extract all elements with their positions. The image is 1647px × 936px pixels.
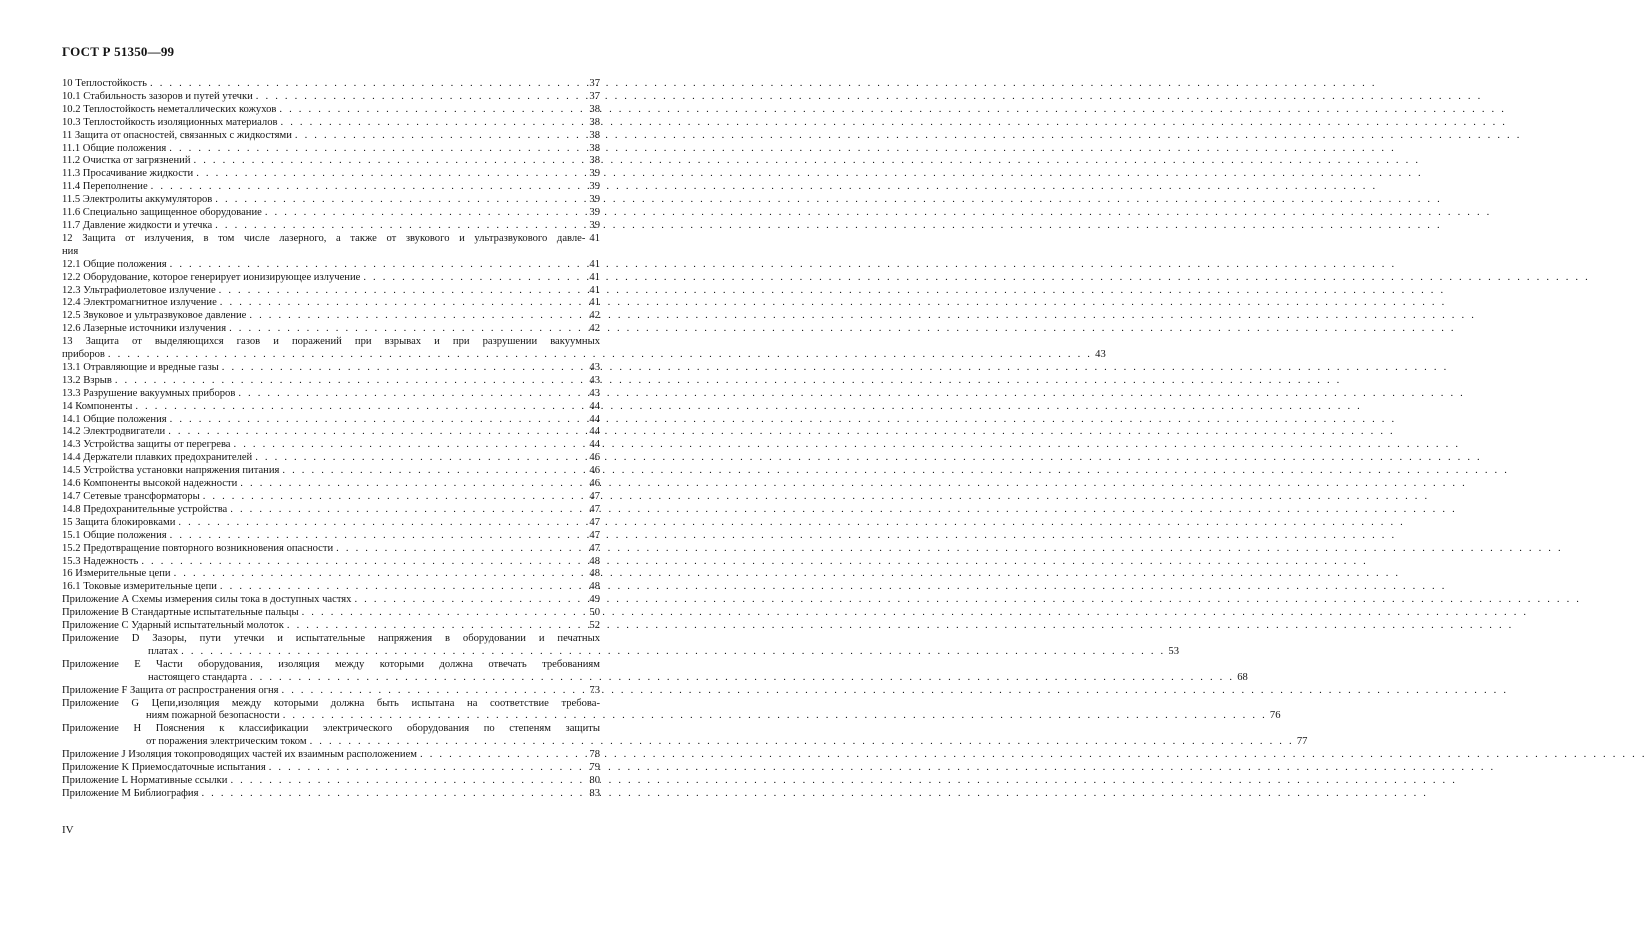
toc-page-number: 53 [1168, 645, 1179, 657]
toc-page-number: 43 [589, 374, 600, 386]
toc-entry [62, 272, 600, 285]
toc-page-number: 43 [1095, 349, 1106, 361]
toc-entry [62, 439, 600, 452]
toc-entry [62, 220, 600, 233]
toc-page-number: 37 [589, 90, 600, 102]
toc-leader-dots [281, 117, 586, 130]
toc-page-number: 47 [589, 503, 600, 515]
toc-entry [62, 530, 600, 543]
toc-page-number: 76 [1269, 710, 1281, 722]
toc-leader-dots [234, 439, 585, 452]
document-header [62, 44, 174, 60]
toc-entry [62, 104, 600, 117]
toc-entry-label: 11 Защита от опасностей, связанных с жидкостями [62, 129, 292, 141]
toc-entry-label: 12.2 Оборудование, которое генерирует ионизирующее излучение [62, 271, 361, 283]
toc-entry-label: 12.6 Лазерные источники излучения [62, 323, 227, 335]
toc-entry-label: 14.8 Предохранительные устройства [62, 503, 228, 515]
toc-entry-label: 11.2 Очистка от загрязнений [62, 155, 191, 167]
toc-leader-dots [240, 478, 585, 491]
toc-entry [62, 620, 600, 633]
toc-leader-dots [141, 556, 585, 569]
toc-entry [62, 775, 600, 788]
toc-entry-label: 14.7 Сетевые трансформаторы [62, 491, 200, 502]
toc-leader-dots [336, 543, 585, 556]
toc-entry [62, 581, 600, 594]
page-footer [62, 824, 74, 836]
toc-leader-dots [249, 310, 585, 323]
toc-leader-dots [282, 685, 585, 698]
toc-entry-label: Приложение В Стандартные испытательные пальцы [62, 607, 299, 619]
toc-leader-dots [170, 530, 585, 543]
toc-leader-dots [220, 297, 585, 310]
toc-entry-label: 12.1 Общие положения [62, 258, 167, 270]
toc-page-number: 47 [589, 516, 600, 528]
toc-entry-label: Приложение F Защита от распространения огня [62, 684, 279, 696]
toc-leader-dots [256, 91, 585, 104]
toc-page-number: 46 [589, 465, 600, 477]
toc-leader-dots [168, 426, 585, 439]
toc-page-number: 44 [589, 439, 600, 451]
toc-entry [62, 194, 600, 207]
toc-entry-label: 11.5 Электролиты аккумуляторов [62, 194, 213, 206]
toc-leader-dots [250, 672, 1234, 685]
table-of-contents [62, 78, 1308, 801]
toc-entry-label: 11.7 Давление жидкости и утечка [62, 219, 213, 231]
toc-entry [62, 375, 600, 388]
toc-leader-dots [269, 762, 585, 775]
toc-leader-dots [170, 259, 585, 272]
toc-entry-label: 15 Защита блокировками [62, 516, 176, 528]
toc-entry-label: Приложение М Библиография [62, 787, 199, 799]
toc-entry [62, 285, 600, 298]
toc-leader-dots [108, 349, 1092, 362]
toc-leader-dots [230, 504, 585, 517]
toc-entry [62, 78, 600, 91]
toc-leader-dots [150, 78, 585, 91]
toc-entry [62, 478, 600, 491]
toc-page-number: 73 [589, 684, 600, 696]
toc-page-number: 38 [589, 129, 600, 141]
toc-page-number: 39 [589, 207, 600, 219]
toc-page-number: 77 [1296, 736, 1308, 748]
toc-entry-13-line1: 13 Защита от выделяющихся газов и поражений при взрывах и при разрушении вакуумных [62, 336, 600, 348]
toc-page-number: 43 [589, 387, 600, 399]
toc-appendix-g-line2: ниям пожарной безопасности [146, 710, 280, 722]
standard-title: ГОСТ Р 51350—99 [62, 44, 175, 59]
toc-entry [62, 568, 600, 581]
toc-page-number: 50 [589, 607, 600, 619]
toc-entry-label: Приложение А Схемы измерения силы тока в доступных частях [62, 594, 352, 606]
toc-appendix-f [62, 685, 600, 698]
toc-entry [62, 310, 600, 323]
toc-page-number: 79 [589, 762, 600, 774]
toc-page-number: 39 [589, 219, 600, 231]
toc-entry [62, 401, 600, 414]
toc-group-3 [62, 362, 600, 633]
toc-page-number: 38 [589, 155, 600, 167]
toc-entry-label: 13.3 Разрушение вакуумных приборов [62, 387, 236, 399]
toc-entry [62, 543, 600, 556]
toc-entry-label: Приложение J Изоляция токопроводящих частей их взаимным расположением [62, 749, 418, 761]
toc-entry [62, 181, 600, 194]
toc-page-number: 48 [589, 555, 600, 567]
toc-leader-dots [310, 736, 1294, 749]
toc-entry-13-line2: приборов [62, 349, 105, 361]
toc-leader-dots [282, 465, 585, 478]
toc-entry-label: 11.4 Переполнение [62, 181, 148, 193]
toc-entry [62, 452, 600, 465]
toc-page-number: 44 [589, 400, 600, 412]
toc-entry [62, 504, 600, 517]
toc-leader-dots [220, 581, 585, 594]
toc-entry [62, 323, 600, 336]
toc-leader-dots [194, 155, 585, 168]
toc-entry-label: 11.3 Просачивание жидкости [62, 168, 194, 180]
toc-page-number: 41 [589, 271, 600, 283]
toc-page-number: 38 [589, 116, 600, 128]
toc-page-number: 41 [589, 258, 600, 270]
toc-entry [62, 168, 600, 181]
toc-entry [62, 259, 600, 272]
toc-entry-12-line1: 12 Защита от излучения, в том числе лазерного, а также от звукового и ультразвукового давле- [62, 232, 586, 244]
toc-page-number: 44 [589, 426, 600, 438]
toc-leader-dots [295, 130, 585, 143]
toc-entry-label: 15.1 Общие положения [62, 529, 167, 541]
toc-entry-label: 16 Измерительные цепи [62, 568, 171, 580]
toc-entry-label: 12.5 Звуковое и ультразвуковое давление [62, 310, 247, 322]
toc-entry [62, 762, 600, 775]
toc-entry [62, 414, 600, 427]
toc-leader-dots [178, 517, 585, 530]
toc-page-number: 47 [589, 491, 600, 502]
toc-entry-12-line2: ния [62, 245, 79, 257]
toc-entry [62, 117, 600, 130]
toc-leader-dots [151, 181, 585, 194]
toc-appendix-e-line1: Приложение Е Части оборудования, изоляция между которыми должна отвечать требованиям [62, 658, 600, 670]
toc-entry-label: 14 Компоненты [62, 400, 133, 412]
toc-entry [62, 143, 600, 156]
toc-entry-label: 14.1 Общие положения [62, 413, 167, 425]
toc-page-number: 41 [589, 284, 600, 296]
toc-entry-label: 13.2 Взрыв [62, 374, 112, 386]
toc-group-1 [62, 78, 600, 233]
toc-page-number: 44 [589, 413, 600, 425]
toc-leader-dots [169, 143, 585, 156]
toc-leader-dots [283, 710, 1267, 723]
toc-leader-dots [201, 788, 585, 801]
toc-entry [62, 130, 600, 143]
toc-leader-dots [255, 452, 585, 465]
toc-leader-dots [222, 362, 585, 375]
toc-leader-dots [196, 168, 585, 181]
toc-leader-dots [203, 491, 585, 504]
toc-appendix-e [62, 658, 1248, 685]
toc-leader-dots [230, 775, 585, 788]
toc-page-number: 46 [589, 478, 600, 490]
toc-page-number: 41 [589, 232, 600, 244]
toc-leader-dots [302, 607, 585, 620]
toc-entry [62, 155, 600, 168]
toc-entry [62, 594, 600, 607]
toc-page-number: 47 [589, 542, 600, 554]
toc-entry-label: 13.1 Отравляющие и вредные газы [62, 361, 219, 373]
toc-leader-dots [363, 272, 585, 285]
toc-group-2 [62, 259, 600, 336]
toc-entry-label: 14.6 Компоненты высокой надежности [62, 478, 238, 490]
toc-page-number: 46 [589, 452, 600, 464]
toc-appendix-d-line2: платах [148, 645, 179, 657]
toc-entry-label: Приложение L Нормативные ссылки [62, 774, 228, 786]
toc-page-number: 42 [589, 323, 600, 335]
toc-page-number: 47 [589, 529, 600, 541]
toc-page-number: 42 [589, 310, 600, 322]
toc-leader-dots [279, 104, 585, 117]
toc-entry-label: 14.4 Держатели плавких предохранителей [62, 452, 253, 464]
toc-entry-label: 10 Теплостойкость [62, 78, 148, 89]
toc-page-number: 39 [589, 194, 600, 206]
toc-page-number: 43 [589, 361, 600, 373]
toc-page-number: 37 [589, 78, 600, 89]
toc-entry-label: 15.2 Предотвращение повторного возникновения опасности [62, 542, 334, 554]
toc-leader-dots [174, 568, 585, 581]
toc-appendix-g-line1: Приложение G Цепи,изоляция между которыми должна быть испытана на соответствие требова- [62, 697, 600, 709]
toc-entry-label: 12.4 Электромагнитное излучение [62, 297, 217, 309]
toc-page-number: 83 [589, 787, 600, 799]
toc-entry-label: 12.3 Ультрафиолетовое излучение [62, 284, 216, 296]
toc-entry-label: 16.1 Токовые измерительные цепи [62, 581, 217, 593]
toc-entry [62, 788, 600, 801]
toc-page-number: 78 [589, 749, 600, 761]
toc-appendix-d-line1: Приложение D Зазоры, пути утечки и испытательные напряжения в оборудовании и печатных [62, 632, 600, 644]
toc-entry-label: 10.3 Теплостойкость изоляционных материалов [62, 116, 278, 128]
toc-page-number: 48 [589, 581, 600, 593]
toc-entry-label: 10.1 Стабильность зазоров и путей утечки [62, 90, 253, 102]
toc-page-number: 39 [589, 181, 600, 193]
toc-page-number: 41 [589, 297, 600, 309]
toc-page-number: 38 [589, 103, 600, 115]
toc-entry [62, 207, 600, 220]
toc-leader-dots [115, 375, 585, 388]
toc-leader-dots [181, 646, 1165, 659]
toc-appendix-e-line2: настоящего стандарта [148, 671, 247, 683]
toc-entry [62, 465, 600, 478]
toc-leader-dots [135, 401, 585, 414]
toc-entry-label: 14.3 Устройства защиты от перегрева [62, 439, 231, 451]
toc-leader-dots [265, 207, 585, 220]
toc-entry-label: 11.6 Специально защищенное оборудование [62, 207, 262, 219]
toc-group-4 [62, 749, 600, 801]
toc-page-number: 49 [589, 594, 600, 606]
toc-entry [62, 388, 600, 401]
toc-entry-label: 14.2 Электродвигатели [62, 426, 166, 438]
toc-entry [62, 426, 600, 439]
toc-entry [62, 749, 600, 762]
toc-page-number: 68 [1237, 671, 1248, 683]
toc-leader-dots [215, 194, 585, 207]
toc-leader-dots [219, 285, 585, 298]
toc-appendix-d [62, 632, 1179, 659]
toc-leader-dots [287, 620, 585, 633]
toc-entry [62, 517, 600, 530]
toc-entry-label: 11.1 Общие положения [62, 142, 167, 154]
toc-entry-label: 10.2 Теплостойкость неметаллических кожухов [62, 103, 277, 115]
toc-entry-13 [62, 336, 1106, 362]
toc-appendix-g [62, 697, 1281, 724]
toc-entry-12 [62, 233, 600, 259]
toc-page-number: 39 [589, 168, 600, 180]
toc-appendix-h-line1: Приложение Н Пояснения к классификации электрического оборудования по степеням защиты [62, 723, 600, 735]
toc-leader-dots [170, 414, 585, 427]
toc-appendix-h-line2: от поражения электрическим током [146, 736, 307, 748]
toc-entry [62, 556, 600, 569]
toc-page-number: 38 [589, 142, 600, 154]
toc-leader-dots [229, 323, 585, 336]
toc-entry [62, 297, 600, 310]
toc-page-number: 52 [589, 620, 600, 632]
toc-leader-dots [354, 594, 585, 607]
toc-entry-label: 15.3 Надежность [62, 555, 139, 567]
toc-entry [62, 491, 600, 504]
toc-entry [62, 91, 600, 104]
toc-leader-dots [238, 388, 585, 401]
toc-leader-dots [215, 220, 585, 233]
toc-leader-dots [420, 749, 585, 762]
toc-appendix-h [62, 723, 1308, 749]
page-number: IV [62, 824, 74, 836]
toc-entry [62, 362, 600, 375]
toc-entry [62, 607, 600, 620]
toc-entry-label: Приложение K Приемосдаточные испытания [62, 762, 266, 774]
toc-page-number: 80 [589, 774, 600, 786]
toc-entry-label: 14.5 Устройства установки напряжения питания [62, 465, 280, 477]
toc-page-number: 48 [589, 568, 600, 580]
toc-entry-label: Приложение С Ударный испытательный молоток [62, 620, 284, 632]
